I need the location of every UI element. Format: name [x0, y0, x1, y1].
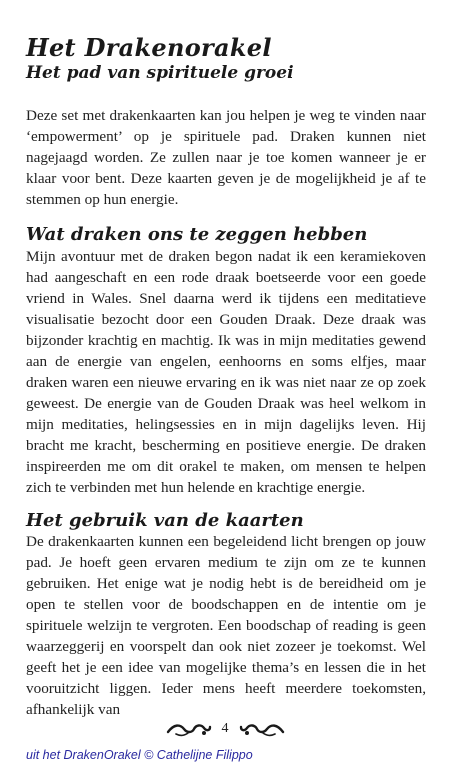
copyright-credit: uit het DrakenOrakel © Cathelijne Filippo — [26, 748, 253, 762]
page-number: 4 — [221, 721, 229, 736]
page-footer — [0, 718, 450, 740]
page-title: Het Drakenorakel — [26, 33, 272, 62]
left-ornament-icon — [166, 720, 212, 738]
intro-paragraph: Deze set met drakenkaarten kan jou helpen je weg te vinden naar ‘empowerment’ op je spirituele pad. Draken kunnen niet nagejaagd worden. Ze zullen naar je toe komen wanneer je er klaar voor bent. Deze kaarten geven je de mogelijkheid je af te stemmen op hun energie. — [26, 107, 426, 208]
right-ornament-icon — [239, 720, 285, 738]
section-heading-draken: Wat draken ons te zeggen hebben — [26, 224, 368, 245]
section-body-draken: Mijn avontuur met de draken begon nadat ik een keramiekoven had aangeschaft en een rode draak boetseerde voor een goede vriend in Wales. Snel daarna werd ik tijdens een meditatieve visualisatie bezocht door een Gouden Draak. Deze draak was bijzonder krachtig en machtig. Ik was in mijn meditaties gewend aan de energie van engelen, eenhoorns en soms elfjes, maar draken waren een nieuwe ervaring en ik was niet naar ze op zoek geweest. De energie van de Gouden Draak was heel welkom in mijn meditaties, helingsessies en in mijn dagelijks leven. Hij bracht me kracht, bescherming en positieve energie. De draken inspireerden me om dit orakel te maken, om mensen te helpen zich te verbinden met hun helende en krachtige energie. — [26, 248, 426, 496]
section-body-gebruik: De drakenkaarten kunnen een begeleidend licht brengen op jouw pad. Je hoeft geen ervaren medium te zijn om ze te kunnen gebruiken. Het enige wat je nodig hebt is de bereidheid om je open te stellen voor de boodschappen en de intentie om je spirituele welzijn te vergroten. Een boodschap of reading is geen waarzeggerij en voorspelt dan ook niet zozeer je toekomst. Wel geeft het je een idee van mogelijke thema’s en lessen die in het vooruitzicht liggen. Ieder mens heeft meerdere toekomsten, afhankelijk van — [26, 533, 426, 718]
section-heading-gebruik: Het gebruik van de kaarten — [26, 510, 304, 531]
page-subtitle: Het pad van spirituele groei — [26, 63, 294, 83]
